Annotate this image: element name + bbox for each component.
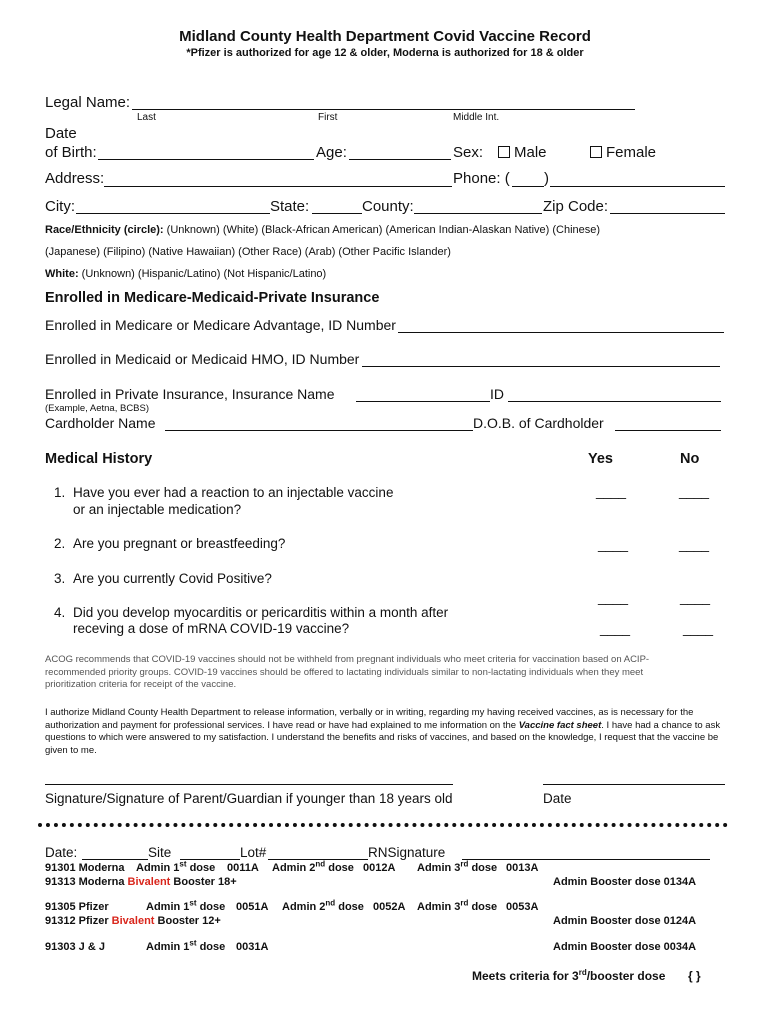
pfizer-admin1 [146, 898, 226, 913]
dose-text: dose [325, 862, 354, 874]
first-name-caption: First [318, 112, 338, 123]
form-title: Midland County Health Department Covid Vaccine Record [179, 28, 591, 45]
q2-yes-blank[interactable]: ____ [598, 537, 629, 552]
white-options[interactable]: (Unknown) (Hispanic/Latino) (Not Hispanic/Latino) [78, 268, 327, 280]
nd-sup: nd [325, 898, 336, 908]
admin-lot-label: Lot# [240, 845, 267, 860]
area-code-field[interactable] [512, 186, 544, 187]
insurance-id-field[interactable] [508, 401, 721, 402]
meets-criteria-a: Meets criteria for 3 [472, 969, 579, 983]
admin3-text: Admin 3 [417, 862, 461, 874]
race-label: Race/Ethnicity (circle): [45, 224, 164, 236]
signature-field[interactable] [45, 784, 453, 785]
insurance-id-label: ID [490, 386, 504, 402]
q2-number: 2. [54, 536, 66, 551]
q4-text-line2: receving a dose of mRNA COVID-19 vaccine? [73, 621, 350, 636]
jj-0031a: 0031A [236, 941, 269, 953]
medicaid-id-field[interactable] [362, 366, 720, 367]
moderna-code: 91301 Moderna [45, 862, 125, 874]
admin2-text: Admin 2 [272, 862, 316, 874]
pfizer-code: 91305 Pfizer [45, 901, 109, 913]
signature-label: Signature/Signature of Parent/Guardian if younger than 18 years old [45, 791, 453, 806]
pfizer-bivalent-row [45, 915, 221, 927]
moderna-0011a: 0011A [227, 862, 259, 874]
q1-yes-blank[interactable]: ____ [596, 484, 627, 499]
admin1-text: Admin 1 [146, 941, 190, 953]
county-label: County: [362, 198, 414, 215]
race-options-1[interactable]: (Unknown) (White) (Black-African American) (American Indian-Alaskan Native) (Chinese) [163, 224, 601, 236]
medical-history-heading: Medical History [45, 451, 153, 467]
dose-text: dose [196, 901, 226, 913]
jj-admin1 [146, 938, 226, 953]
white-options-line [45, 268, 326, 280]
q3-number: 3. [54, 571, 66, 586]
st-sup: st [189, 938, 197, 948]
admin-site-field[interactable] [180, 859, 240, 860]
race-options-line1 [45, 224, 600, 236]
city-label: City: [45, 198, 75, 215]
dose-text: dose [186, 862, 216, 874]
q3-yes-blank[interactable]: ____ [598, 590, 629, 605]
admin-date-field[interactable] [82, 859, 148, 860]
vaccine-fact-sheet-text: Vaccine fact sheet [518, 719, 602, 731]
cardholder-dob-label: D.O.B. of Cardholder [473, 415, 604, 431]
admin-site-label: Site [148, 845, 172, 860]
nd-sup: nd [315, 859, 326, 869]
admin2-text: Admin 2 [282, 901, 326, 913]
birth-label: of Birth: [45, 144, 97, 161]
moderna-booster-0134a: Admin Booster dose 0134A [553, 876, 697, 888]
moderna-bivalent-code: 91313 Moderna [45, 876, 125, 888]
q2-text: Are you pregnant or breastfeeding? [73, 536, 286, 551]
q1-no-blank[interactable]: ____ [679, 484, 710, 499]
consent-paragraph [45, 707, 725, 757]
cardholder-dob-field[interactable] [615, 430, 721, 431]
dose-text: dose [335, 901, 364, 913]
race-options-line2[interactable]: (Japanese) (Filipino) (Native Hawaiian) (Other Race) (Arab) (Other Pacific Islander) [45, 246, 451, 258]
phone-label: Phone: ( [453, 170, 510, 187]
form-subtitle: *Pfizer is authorized for age 12 & older, Moderna is authorized for 18 & older [186, 47, 584, 59]
moderna-admin2 [272, 859, 354, 874]
q3-text: Are you currently Covid Positive? [73, 571, 272, 586]
moderna-admin3 [417, 859, 498, 874]
age-label: Age: [316, 144, 347, 161]
middle-initial-caption: Middle Int. [453, 112, 500, 123]
age-field[interactable] [349, 159, 451, 160]
moderna-admin1 [136, 859, 216, 874]
zip-field[interactable] [610, 213, 725, 214]
insurance-heading: Enrolled in Medicare-Medicaid-Private Insurance [45, 290, 380, 306]
cardholder-name-field[interactable] [165, 430, 473, 431]
pfizer-0051a: 0051A [236, 901, 269, 913]
signature-date-label: Date [543, 791, 572, 806]
checkbox-icon [590, 146, 602, 158]
rd-sup: rd [578, 968, 587, 977]
pfizer-booster-0124a: Admin Booster dose 0124A [553, 915, 697, 927]
consent-text-1: I authorize Midland County Health Department to release information, verbally or in writing, regarding my having received vaccines, as is necessary for the authorization and payment for professional services. I have read or have had explained to me information on the [45, 707, 694, 731]
medicaid-label: Enrolled in Medicaid or Medicaid HMO, ID Number [45, 351, 360, 367]
dose-text: dose [196, 941, 226, 953]
signature-date-field[interactable] [543, 784, 725, 785]
pfizer-0053a: 0053A [506, 901, 539, 913]
medicare-id-field[interactable] [398, 332, 724, 333]
female-label: Female [606, 144, 657, 161]
county-field[interactable] [414, 213, 542, 214]
q1-text-line2: or an injectable medication? [73, 502, 242, 517]
admin1-text: Admin 1 [146, 901, 190, 913]
q1-text-line1: Have you ever had a reaction to an injectable vaccine [73, 485, 394, 500]
phone-close-paren: ) [544, 170, 549, 187]
meets-criteria-b: /booster dose [586, 969, 666, 983]
cardholder-label: Cardholder Name [45, 415, 156, 431]
female-checkbox[interactable] [590, 144, 656, 161]
q3-no-blank[interactable]: ____ [680, 590, 711, 605]
pfizer-admin3 [417, 898, 498, 913]
male-label: Male [514, 144, 547, 161]
legal-name-field[interactable] [132, 109, 635, 110]
admin1-text: Admin 1 [136, 862, 180, 874]
jj-code: 91303 J & J [45, 941, 105, 953]
moderna-bivalent-row [45, 876, 237, 888]
no-column-header: No [680, 451, 700, 467]
jj-booster-0034a: Admin Booster dose 0034A [553, 941, 697, 953]
dose-text: dose [468, 862, 498, 874]
phone-field[interactable] [550, 186, 725, 187]
address-label: Address: [45, 170, 105, 187]
q4-no-blank[interactable]: ____ [683, 621, 714, 636]
admin-date-label: Date: [45, 845, 78, 860]
city-field[interactable] [76, 213, 270, 214]
pfizer-admin2 [282, 898, 364, 913]
male-checkbox[interactable] [498, 144, 547, 161]
checkbox-icon [498, 146, 510, 158]
q1-number: 1. [54, 485, 66, 500]
booster-12-text: Booster 12+ [154, 915, 221, 927]
bivalent-text: Bivalent [111, 915, 155, 927]
rd-sup: rd [460, 859, 469, 869]
acog-note: ACOG recommends that COVID-19 vaccines should not be withheld from pregnant individuals who meet criteria for vaccination based on ACIP-recommended priority groups. COVID-19 vaccines should be offered to lactating individuals similar to non-lactating individuals when they meet prioritization criteria for receipt of the vaccine. [45, 654, 650, 690]
private-insurance-label: Enrolled in Private Insurance, Insurance Name [45, 386, 335, 402]
date-label: Date [45, 125, 77, 142]
st-sup: st [189, 898, 197, 908]
moderna-0012a: 0012A [363, 862, 396, 874]
pfizer-0052a: 0052A [373, 901, 406, 913]
meets-criteria-text [472, 969, 665, 983]
q2-no-blank[interactable]: ____ [679, 537, 710, 552]
pfizer-bivalent-code: 91312 Pfizer [45, 915, 109, 927]
moderna-0013a: 0013A [506, 862, 539, 874]
q4-text-line1: Did you develop myocarditis or pericarditis within a month after [73, 605, 449, 620]
zip-label: Zip Code: [543, 198, 609, 215]
yes-column-header: Yes [588, 451, 613, 467]
admin3-text: Admin 3 [417, 901, 461, 913]
meets-criteria-checkbox[interactable]: { } [688, 969, 701, 983]
booster-18-text: Booster 18+ [170, 876, 237, 888]
rn-signature-label: RNSignature [368, 845, 446, 860]
rd-sup: rd [460, 898, 469, 908]
address-field[interactable] [104, 186, 452, 187]
insurance-name-field[interactable] [356, 401, 490, 402]
q4-yes-blank[interactable]: ____ [600, 621, 631, 636]
medicare-label: Enrolled in Medicare or Medicare Advantage, ID Number [45, 317, 396, 333]
legal-name-label: Legal Name: [45, 94, 131, 111]
bivalent-text: Bivalent [127, 876, 171, 888]
last-name-caption: Last [137, 112, 156, 123]
rn-signature-field[interactable] [462, 859, 710, 860]
st-sup: st [179, 859, 187, 869]
dob-field[interactable] [98, 159, 314, 160]
state-label: State: [270, 198, 310, 215]
sex-label: Sex: [453, 144, 484, 161]
dose-text: dose [468, 901, 498, 913]
state-field[interactable] [312, 213, 362, 214]
cut-line [38, 823, 728, 827]
consent-text-2: . I have had a chance to ask questions to which were answered to my satisfaction. I understand the benefits and risks of vaccines, and based on the knowledge, I request that the vaccine be given to me. [45, 719, 721, 756]
insurance-example: (Example, Aetna, BCBS) [45, 403, 150, 414]
q4-number: 4. [54, 605, 66, 620]
white-label: White: [45, 268, 79, 280]
